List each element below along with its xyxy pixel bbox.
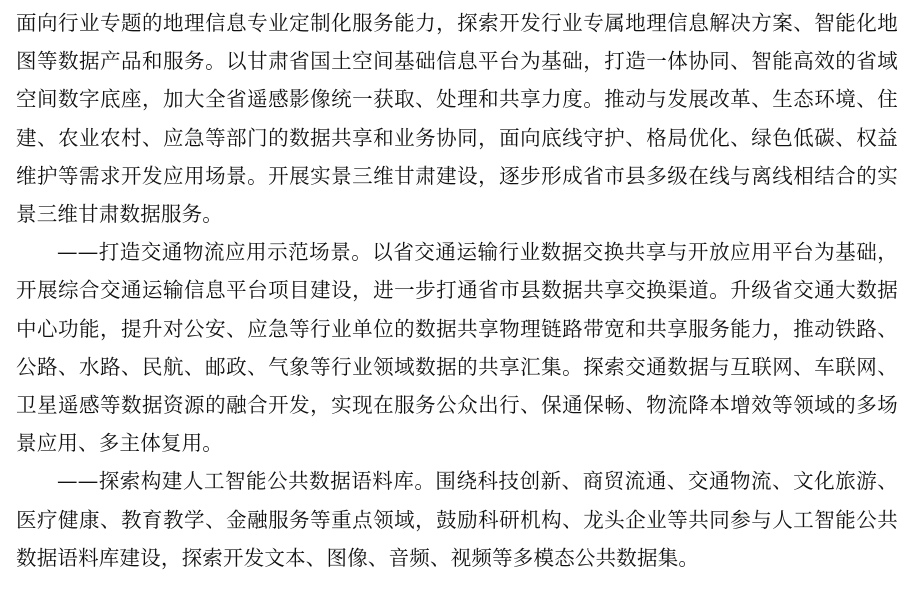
document-body [16, 4, 898, 577]
paragraph-3: ——探索构建人工智能公共数据语料库。围绕科技创新、商贸流通、交通物流、文化旅游、医疗健康、教育教学、金融服务等重点领域，鼓励科研机构、龙头企业等共同参与人工智能公共数据语料库建设，探索开发文本、图像、音频、视频等多模态公共数据集。 [16, 469, 898, 570]
paragraph-1: 面向行业专题的地理信息专业定制化服务能力，探索开发行业专属地理信息解决方案、智能化地图等数据产品和服务。以甘肃省国土空间基础信息平台为基础，打造一体协同、智能高效的省域空间数字底座，加大全省遥感影像统一获取、处理和共享力度。推动与发展改革、生态环境、住建、农业农村、应急等部门的数据共享和业务协同，面向底线守护、格局优化、绿色低碳、权益维护等需求开发应用场景。开展实景三维甘肃建设，逐步形成省市县多级在线与离线相结合的实景三维甘肃数据服务。 [16, 11, 898, 227]
paragraph-2: ——打造交通物流应用示范场景。以省交通运输行业数据交换共享与开放应用平台为基础，开展综合交通运输信息平台项目建设，进一步打通省市县数据共享交换渠道。升级省交通大数据中心功能，提升对公安、应急等行业单位的数据共享物理链路带宽和共享服务能力，推动铁路、公路、水路、民航、邮政、气象等行业领域数据的共享汇集。探索交通数据与互联网、车联网、卫星遥感等数据资源的融合开发，实现在服务公众出行、保通保畅、物流降本增效等领域的多场景应用、多主体复用。 [16, 240, 898, 456]
